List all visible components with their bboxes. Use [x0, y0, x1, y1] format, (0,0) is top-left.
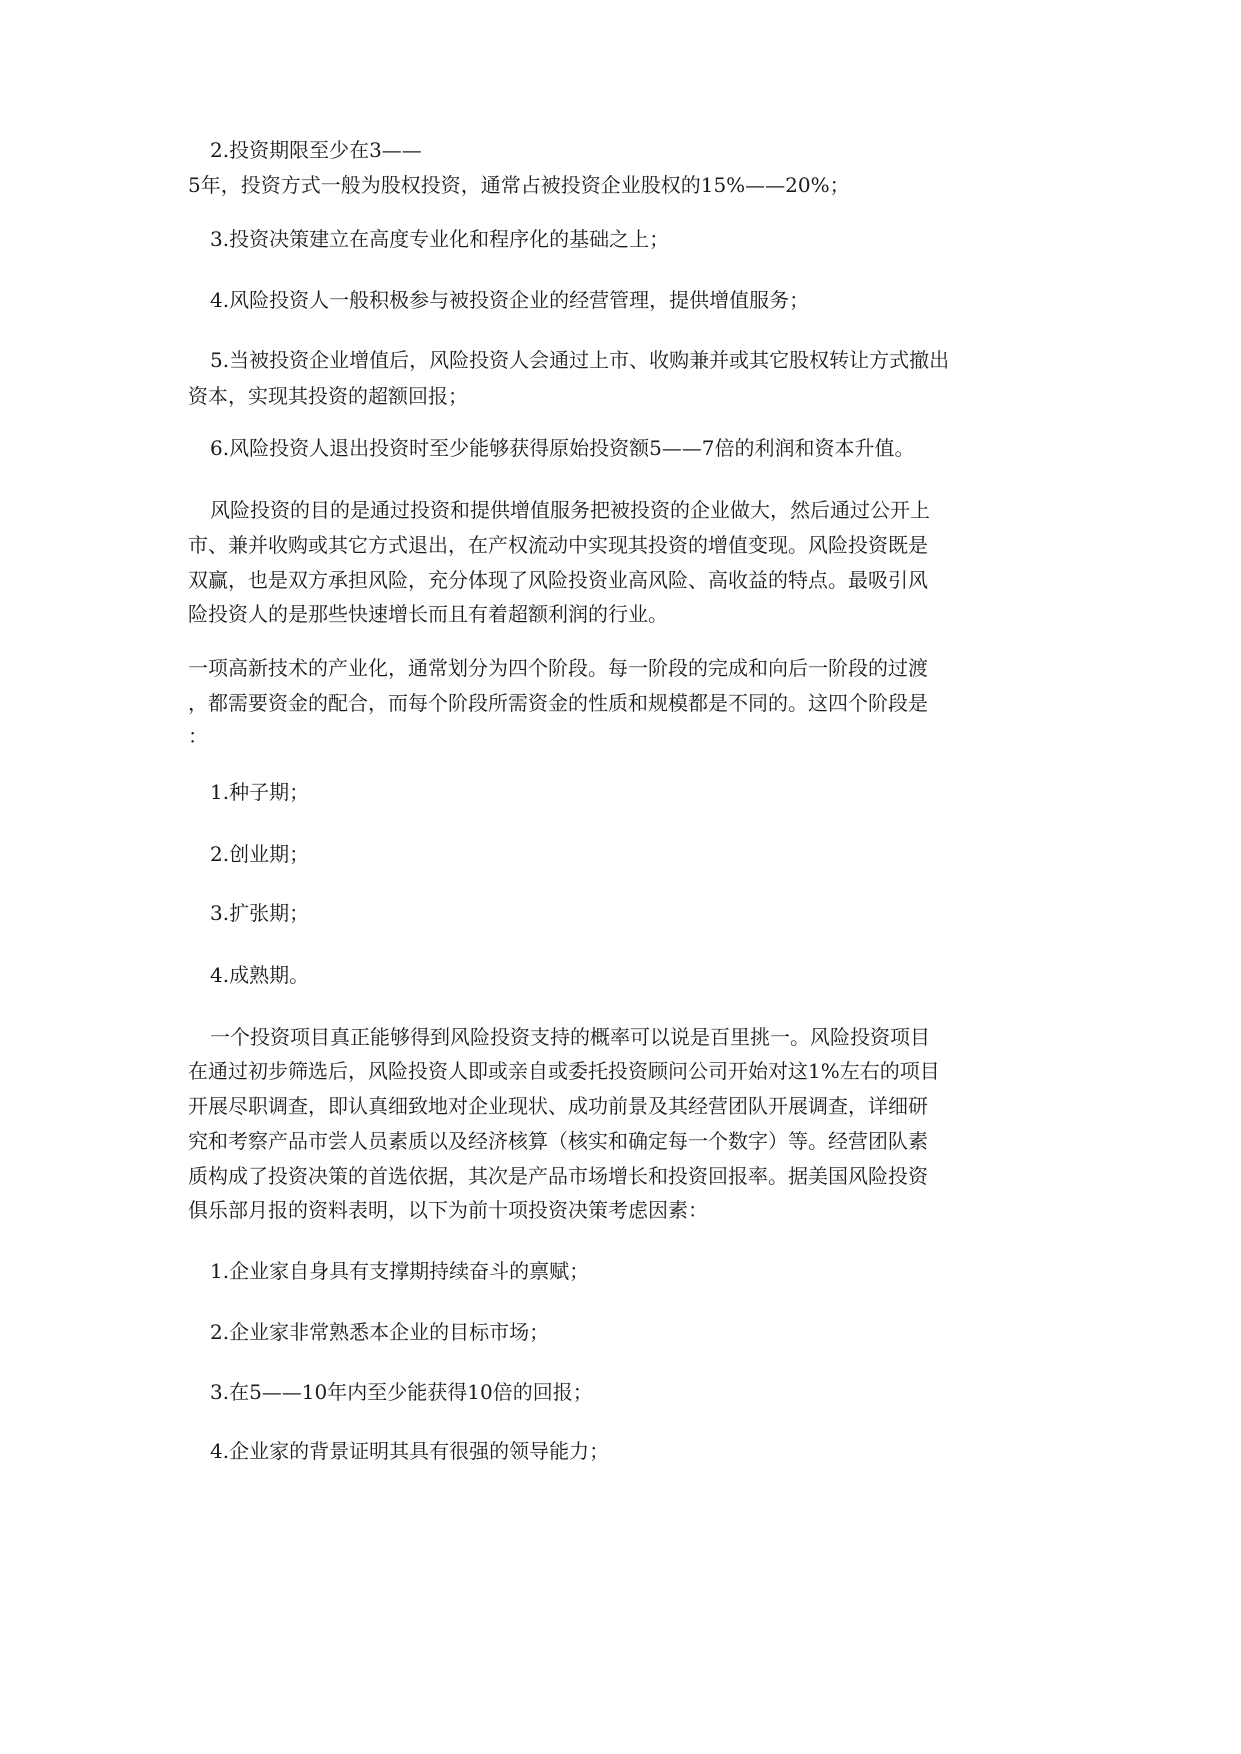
text-line: 双赢，也是双方承担风险，充分体现了风险投资业高风险、高收益的特点。最吸引风 [188, 568, 928, 592]
text-line: 质构成了投资决策的首选依据，其次是产品市场增长和投资回报率。据美国风险投资 [188, 1164, 928, 1188]
text-line: 5年，投资方式一般为股权投资，通常占被投资企业股权的15%——20%； [188, 173, 850, 197]
text-line: 1.种子期； [210, 780, 310, 804]
text-line: 5.当被投资企业增值后，风险投资人会通过上市、收购兼并或其它股权转让方式撤出 [210, 348, 950, 372]
text-line: 市、兼并收购或其它方式退出，在产权流动中实现其投资的增值变现。风险投资既是 [188, 533, 928, 557]
text-line: 4.风险投资人一般积极参与被投资企业的经营管理，提供增值服务； [210, 288, 810, 312]
text-line: 究和考察产品市尝人员素质以及经济核算（核实和确定每一个数字）等。经营团队素 [188, 1129, 928, 1153]
text-line: 开展尽职调查，即认真细致地对企业现状、成功前景及其经营团队开展调查，详细研 [188, 1094, 928, 1118]
text-line: 4.成熟期。 [210, 963, 310, 987]
text-line: 3.投资决策建立在高度专业化和程序化的基础之上； [210, 227, 670, 251]
text-line: 4.企业家的背景证明其具有很强的领导能力； [210, 1439, 610, 1463]
text-line: 1.企业家自身具有支撑期持续奋斗的禀赋； [210, 1259, 590, 1283]
text-line: ： [188, 724, 208, 748]
text-line: 2.投资期限至少在3—— [210, 138, 422, 162]
text-line: 3.在5——10年内至少能获得10倍的回报； [210, 1380, 593, 1404]
text-line: 6.风险投资人退出投资时至少能够获得原始投资额5——7倍的利润和资本升值。 [210, 436, 915, 460]
text-line: 险投资人的是那些快速增长而且有着超额利润的行业。 [188, 602, 668, 626]
text-line: 风险投资的目的是通过投资和提供增值服务把被投资的企业做大，然后通过公开上 [210, 498, 930, 522]
text-line: 2.创业期； [210, 842, 310, 866]
text-line: ，都需要资金的配合，而每个阶段所需资金的性质和规模都是不同的。这四个阶段是 [188, 691, 928, 715]
text-line: 3.扩张期； [210, 901, 310, 925]
text-line: 一个投资项目真正能够得到风险投资支持的概率可以说是百里挑一。风险投资项目 [210, 1025, 930, 1049]
text-line: 在通过初步筛选后，风险投资人即或亲自或委托投资顾问公司开始对这1%左右的项目 [188, 1059, 940, 1083]
text-line: 俱乐部月报的资料表明，以下为前十项投资决策考虑因素： [188, 1198, 708, 1222]
text-line: 一项高新技术的产业化，通常划分为四个阶段。每一阶段的完成和向后一阶段的过渡 [188, 656, 928, 680]
text-line: 资本，实现其投资的超额回报； [188, 384, 468, 408]
text-line: 2.企业家非常熟悉本企业的目标市场； [210, 1320, 550, 1344]
